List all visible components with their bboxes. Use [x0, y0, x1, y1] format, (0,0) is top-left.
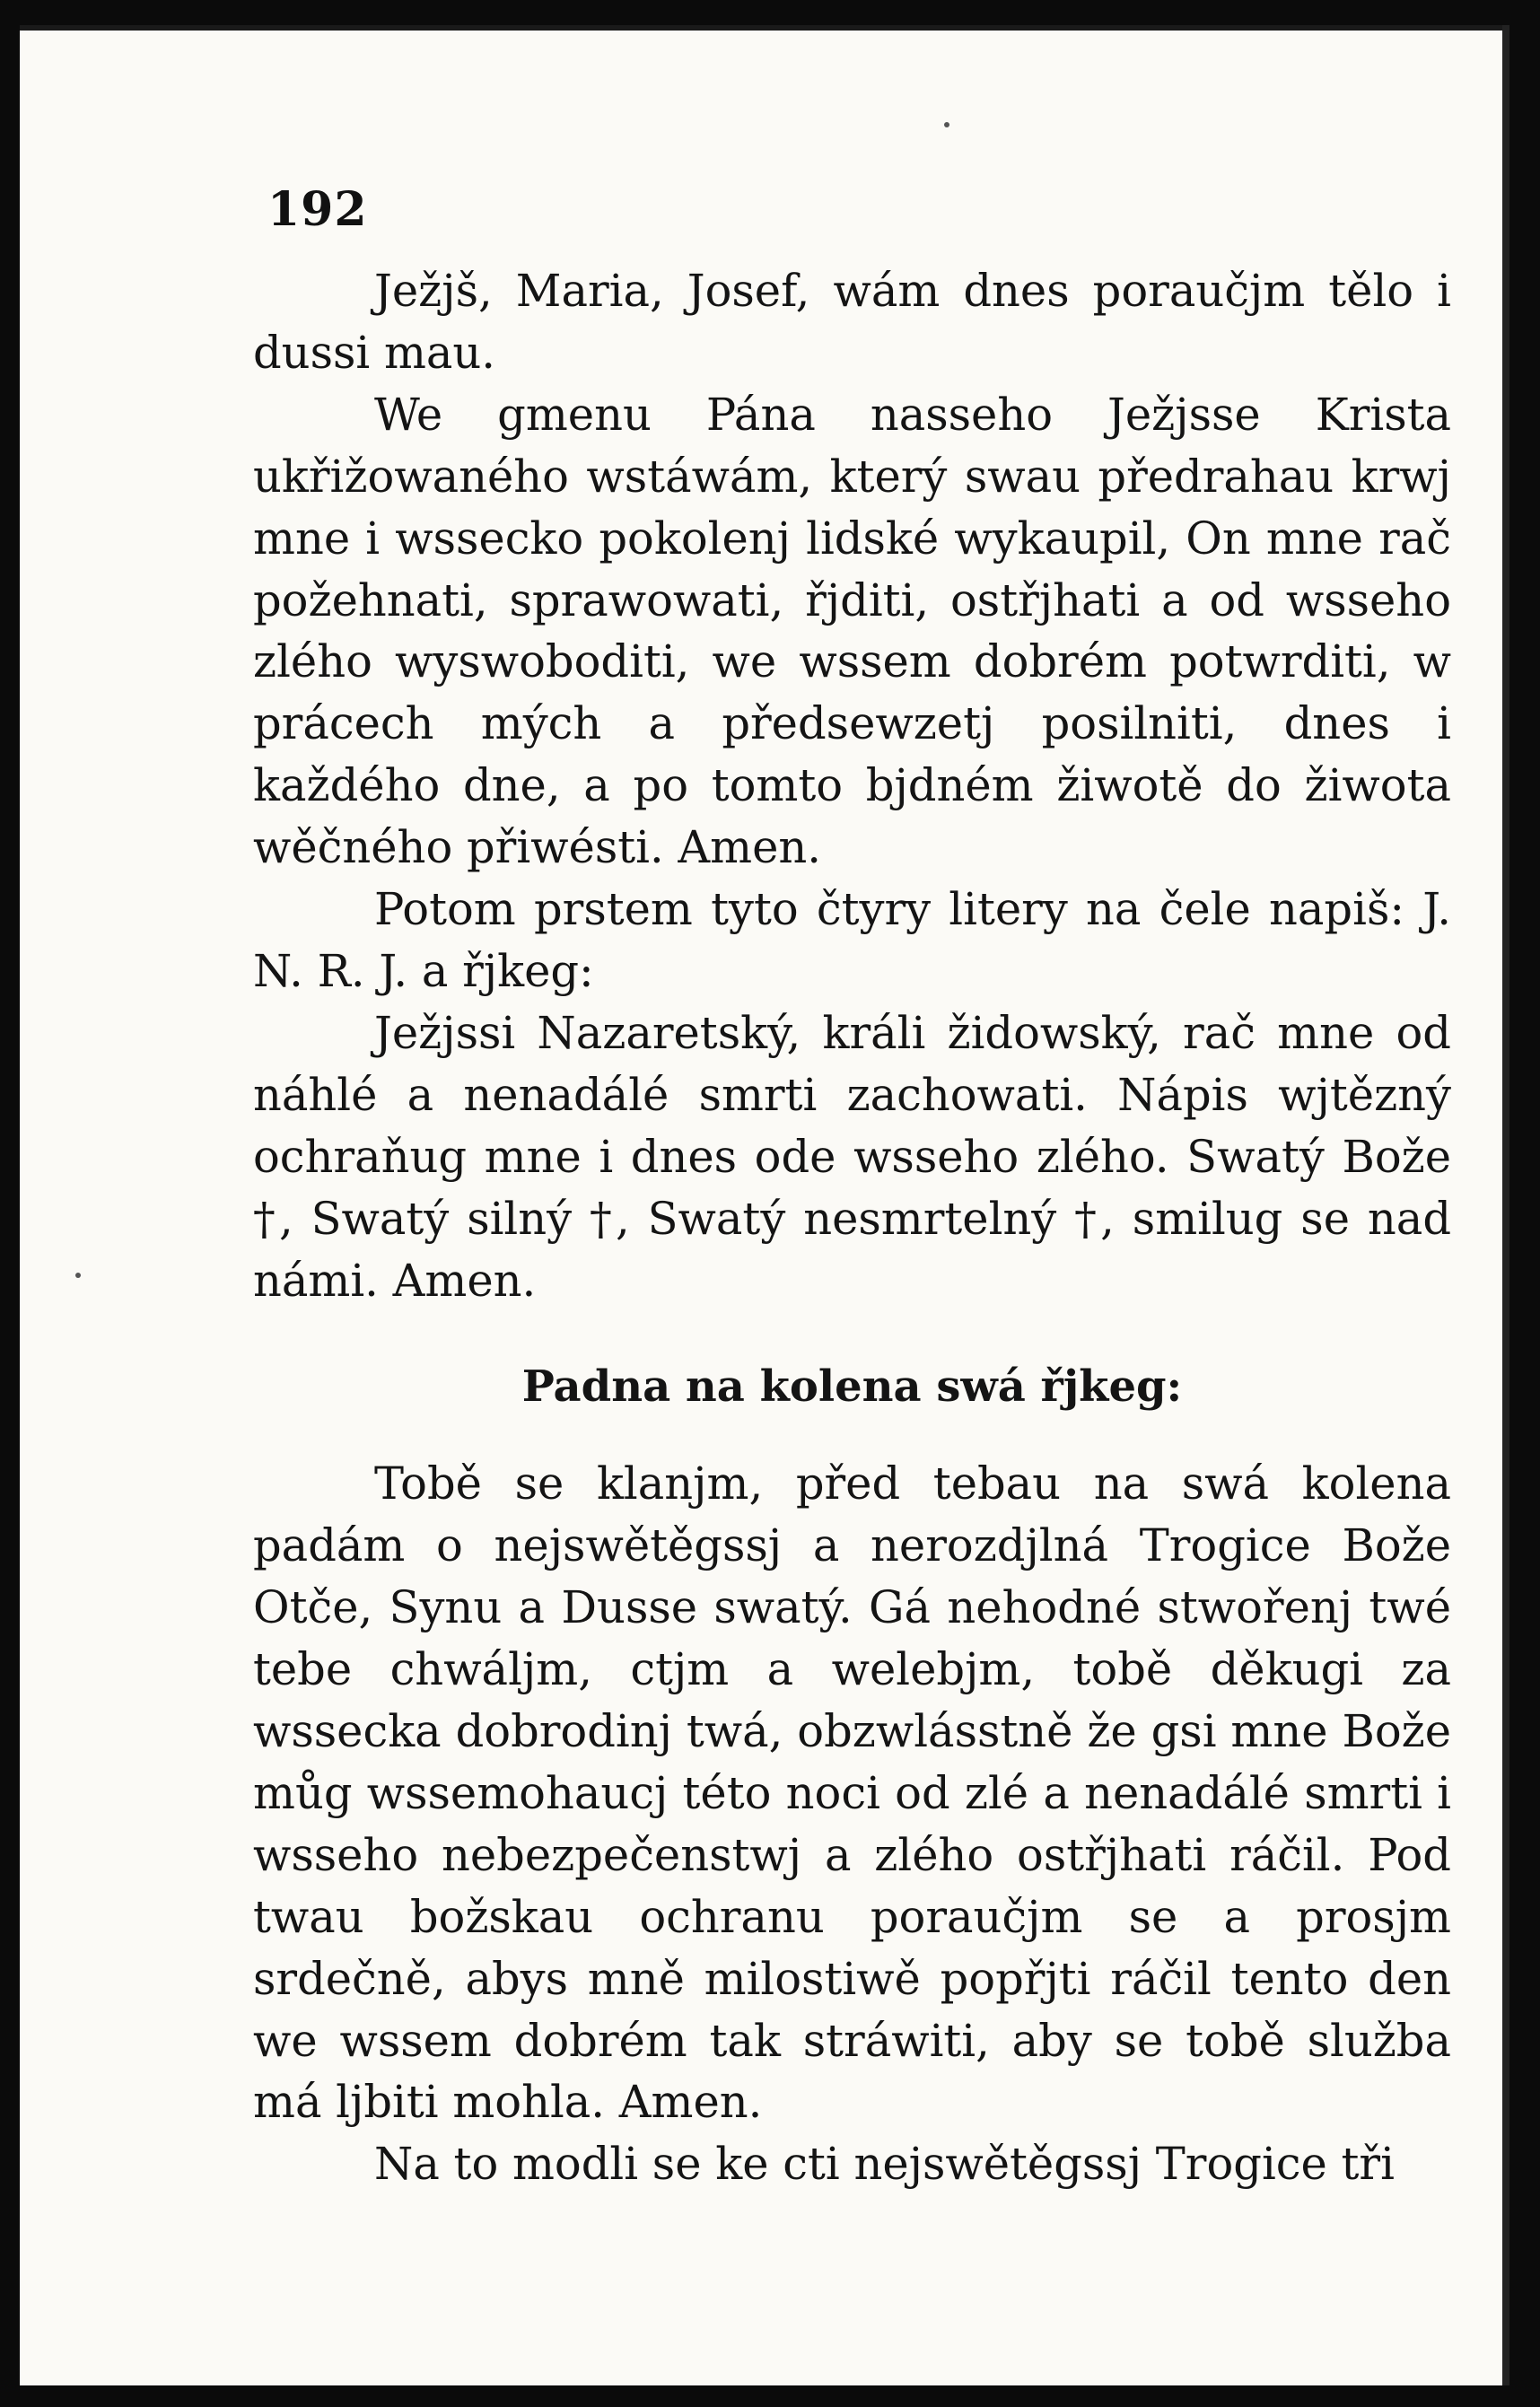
paragraph: Ježjssi Nazaretský, králi židowský, rač mne od náhlé a nenadálé smrti zachowati. Nápis wjtězný ochraňug mne i dnes ode wsseho zlého. Swatý Bože †, Swatý silný †, Swatý nesmrtelný †, smilug se nad námi. Amen.	[253, 1006, 1451, 1307]
section-heading: Padna na kolena swá řjkeg:	[521, 1361, 1183, 1413]
paragraph: Potom prstem tyto čtyry litery na čele napiš: J. N. R. J. a řjkeg:	[253, 883, 1451, 997]
paragraph: We gmenu Pána nasseho Ježjsse Krista ukřižowaného wstáwám, který swau předrahau krwj mne i wssecko pokolenj lidské wykaupil, On mne rač požehnati, sprawowati, řjditi, ostřjhati a od wsseho zlého wyswoboditi, we wssem dobrém potwrditi, w prácech mých a předsewzetj posilniti, dnes i každého dne, a po tomto bjdném žiwotě do žiwota wěčného přiwésti. Amen.	[253, 388, 1451, 874]
paragraph: Tobě se klanjm, před tebau na swá kolena padám o nejswětěgssj a nerozdjlná Trogice Bože Otče, Synu a Dusse swatý. Gá nehodné stwořenj twé tebe chwáljm, ctjm a welebjm, tobě děkugi za wssecka dobrodinj twá, obzwlásstně že gsi mne Bože můg wssemohaucj této noci od zlé a nenadálé smrti i wsseho nebezpečenstwj a zlého ostřjhati ráčil. Pod twau božskau ochranu poraučjm se a prosjm srdečně, abys mně milostiwě popřjti ráčil tento den we wssem dobrém tak stráwiti, aby se tobě služba má ljbiti mohla. Amen.	[253, 1457, 1451, 2129]
scan-speck	[75, 1273, 81, 1278]
scan-right-edge	[1502, 25, 1509, 2385]
scan-top-edge	[20, 25, 1509, 31]
paragraph: Na to modli se ke cti nejswětěgssj Trogice tři	[374, 2138, 1395, 2191]
book-page	[20, 25, 1509, 2385]
scan-speck	[944, 122, 949, 127]
page-number: 192	[267, 182, 368, 237]
body-text	[253, 260, 1451, 2195]
paragraph: Ježjš, Maria, Josef, wám dnes poraučjm tělo i dussi mau.	[253, 265, 1451, 379]
